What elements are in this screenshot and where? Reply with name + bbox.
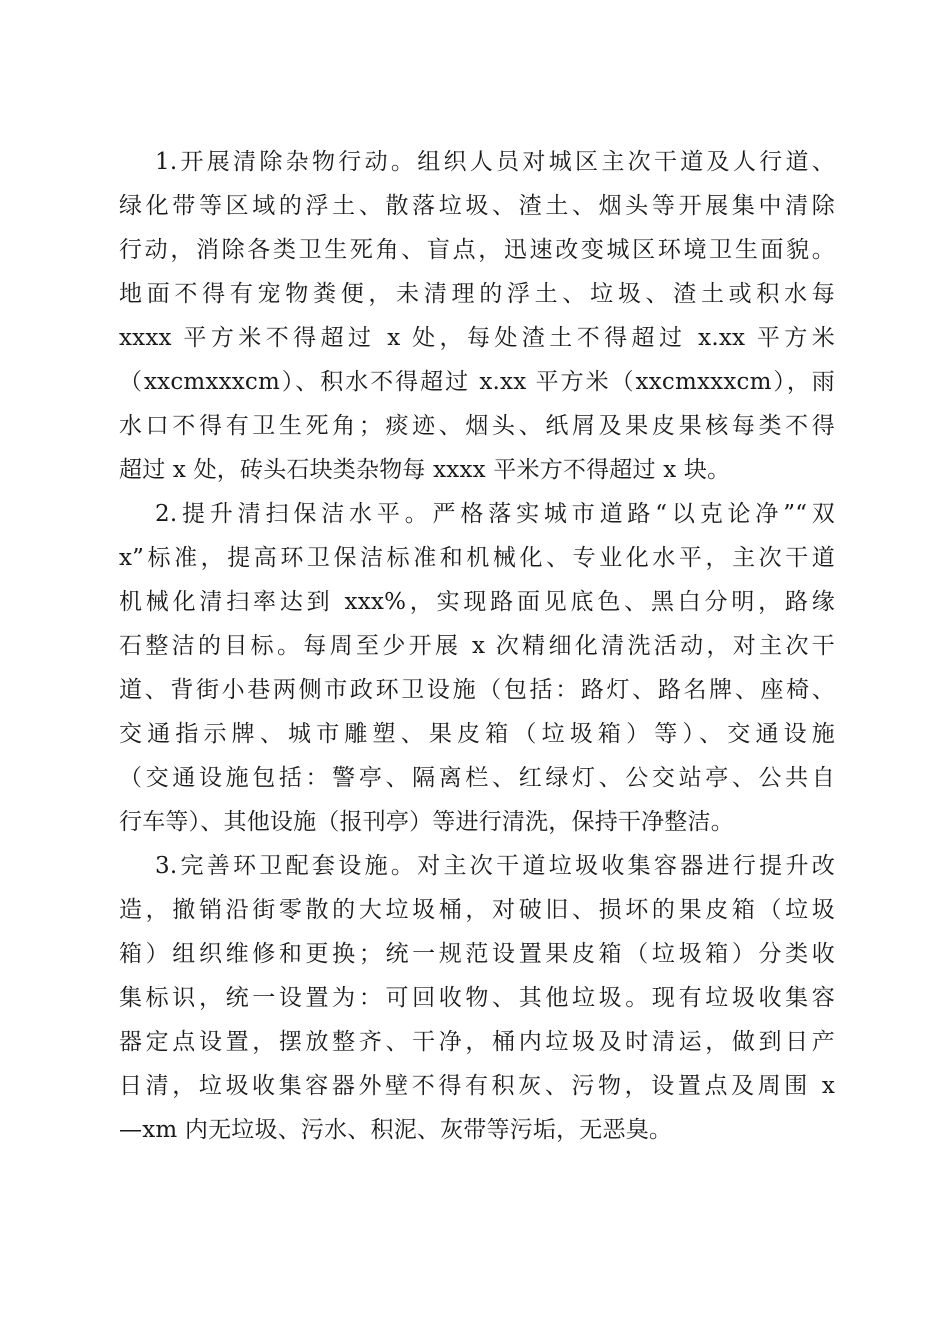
paragraph-line: 器定点设置，摆放整齐、干净，桶内垃圾及时清运，做到日产 — [119, 1029, 835, 1055]
paragraph-line: 道、背街小巷两侧市政环卫设施（包括：路灯、路名牌、座椅、 — [119, 677, 835, 703]
paragraph-1 — [119, 140, 835, 492]
paragraph-line: xxxx 平方米不得超过 x 处，每处渣土不得超过 x.xx 平方米 — [119, 325, 835, 351]
paragraph-line: x”标准，提高环卫保洁标准和机械化、专业化水平，主次干道 — [119, 545, 835, 571]
paragraph-line: 箱）组织维修和更换；统一规范设置果皮箱（垃圾箱）分类收 — [119, 941, 835, 967]
paragraph-line: 1.开展清除杂物行动。组织人员对城区主次干道及人行道、 — [155, 149, 835, 175]
paragraph-line: —xm 内无垃圾、污水、积泥、灰带等污垢，无恶臭。 — [119, 1117, 673, 1143]
paragraph-line: 3.完善环卫配套设施。对主次干道垃圾收集容器进行提升改 — [155, 853, 835, 879]
paragraph-line: （xxcmxxxcm）、积水不得超过 x.xx 平方米（xxcmxxxcm），雨 — [119, 369, 835, 395]
paragraph-line: 地面不得有宠物粪便，未清理的浮土、垃圾、渣土或积水每 — [119, 281, 835, 307]
paragraph-line: 绿化带等区域的浮土、散落垃圾、渣土、烟头等开展集中清除 — [119, 193, 835, 219]
paragraph-line: （交通设施包括：警亭、隔离栏、红绿灯、公交站亭、公共自 — [119, 765, 835, 791]
paragraph-line: 行动，消除各类卫生死角、盲点，迅速改变城区环境卫生面貌。 — [119, 237, 835, 263]
paragraph-line: 水口不得有卫生死角；痰迹、烟头、纸屑及果皮果核每类不得 — [119, 413, 835, 439]
document-body — [119, 140, 835, 1152]
paragraph-line: 日清，垃圾收集容器外壁不得有积灰、污物，设置点及周围 x — [119, 1073, 835, 1099]
paragraph-line: 行车等）、其他设施（报刊亭）等进行清洗，保持干净整洁。 — [119, 809, 734, 835]
paragraph-line: 交通指示牌、城市雕塑、果皮箱（垃圾箱）等）、交通设施 — [119, 721, 835, 747]
paragraph-line: 集标识，统一设置为：可回收物、其他垃圾。现有垃圾收集容 — [119, 985, 835, 1011]
paragraph-2 — [119, 492, 835, 844]
paragraph-line: 2.提升清扫保洁水平。严格落实城市道路“以克论净”“双 — [155, 501, 835, 527]
paragraph-line: 石整洁的目标。每周至少开展 x 次精细化清洗活动，对主次干 — [119, 633, 835, 659]
paragraph-line: 造，撤销沿街零散的大垃圾桶，对破旧、损坏的果皮箱（垃圾 — [119, 897, 835, 923]
paragraph-3 — [119, 844, 835, 1152]
paragraph-line: 机械化清扫率达到 xxx%，实现路面见底色、黑白分明，路缘 — [119, 589, 835, 615]
paragraph-line: 超过 x 处，砖头石块类杂物每 xxxx 平米方不得超过 x 块。 — [119, 457, 731, 483]
